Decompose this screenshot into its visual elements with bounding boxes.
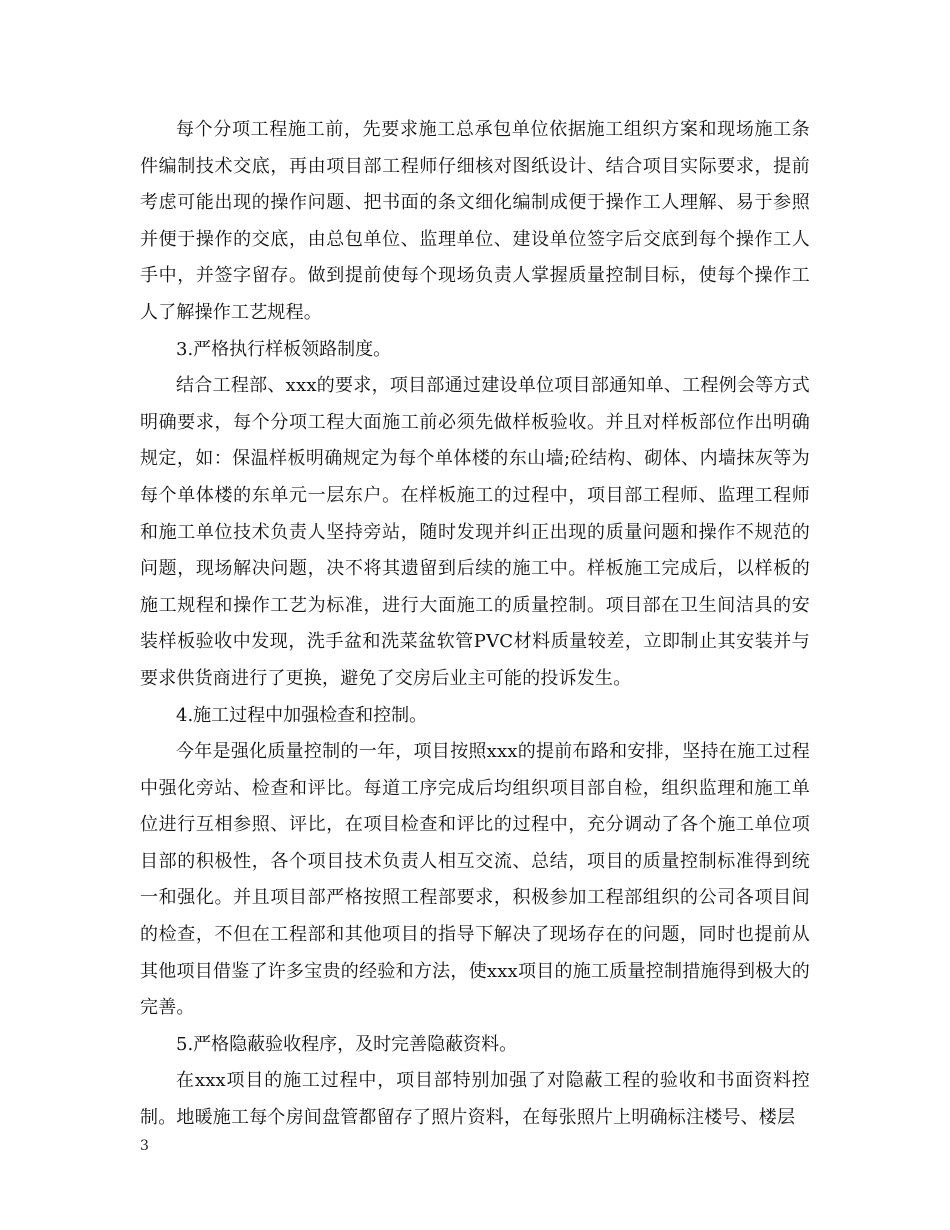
paragraph-technical-disclosure: 每个分项工程施工前，先要求施工总承包单位依据施工组织方案和现场施工条件编制技术交底，再由项目部工程师仔细核对图纸设计、结合项目实际要求，提前考虑可能出现的操作问题、把书面的条文细化编制成便于操作工人理解、易于参照并便于操作的交底，由总包单位、监理单位、建设单位签字后交底到每个操作工人手中，并签字留存。做到提前使每个现场负责人掌握质量控制目标，使每个操作工人了解操作工艺规程。 (140, 119, 810, 323)
section-heading-4: 4.施工过程中加强检查和控制。 (176, 704, 428, 726)
paragraph-sample-system: 结合工程部、xxx的要求，项目部通过建设单位项目部通知单、工程例会等方式明确要求，每个分项工程大面施工前必须先做样板验收。并且对样板部位作出明确规定，如：保温样板明确规定为每个单体楼的东山墙;砼结构、砌体、内墙抹灰等为每个单体楼的东单元一层东户。在样板施工的过程中，项目部工程师、监理工程师和施工单位技术负责人坚持旁站，随时发现并纠正出现的质量问题和操作不规范的问题，现场解决问题，决不将其遗留到后续的施工中。样板施工完成后，以样板的施工规程和操作工艺为标准，进行大面施工的质量控制。项目部在卫生间洁具的安装样板验收中发现，洗手盆和洗菜盆软管PVC材料质量较差，立即制止其安装并与要求供货商进行了更换，避免了交房后业主可能的投诉发生。 (140, 375, 810, 689)
paragraph-concealed-work: 在xxx项目的施工过程中，项目部特别加强了对隐蔽工程的验收和书面资料控制。地暖施工每个房间盘管都留存了照片资料，在每张照片上明确标注楼号、楼层 (140, 1070, 810, 1129)
section-heading-3: 3.严格执行样板领路制度。 (176, 338, 392, 360)
section-heading-5: 5.严格隐蔽验收程序，及时完善隐蔽资料。 (176, 1033, 518, 1055)
document-body (140, 112, 810, 1137)
page-number: 3 (140, 1138, 149, 1154)
paragraph-process-inspection: 今年是强化质量控制的一年，项目按照xxx的提前布路和安排，坚持在施工过程中强化旁站、检查和评比。每道工序完成后均组织项目部自检，组织监理和施工单位进行互相参照、评比，在项目检查和评比的过程中，充分调动了各个施工单位项目部的积极性，各个项目技术负责人相互交流、总结，项目的质量控制标准得到统一和强化。并且项目部严格按照工程部要求，积极参加工程部组织的公司各项目间的检查，不但在工程部和其他项目的指导下解决了现场存在的问题，同时也提前从其他项目借鉴了许多宝贵的经验和方法，使xxx项目的施工质量控制措施得到极大的完善。 (140, 741, 810, 1019)
